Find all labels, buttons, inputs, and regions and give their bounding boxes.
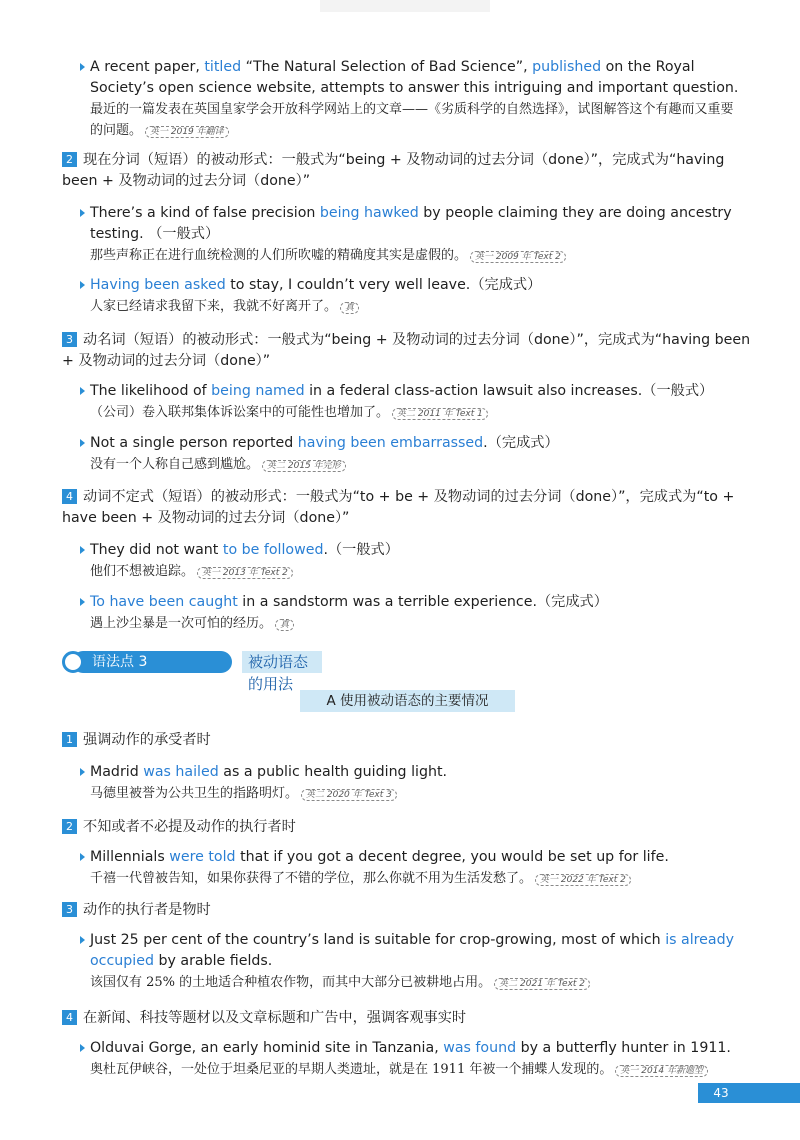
case-text: 在新闻、科技等题材以及文章标题和广告中，强调客观事实时 [83,1010,467,1026]
number-badge: 2 [62,152,77,167]
source-tag: 英一 2009 年 Text 2 [470,251,566,263]
source-tag: 英二 2015 年完形 [262,460,346,472]
source-tag: 英一 2019 年翻译 [145,126,229,138]
form-label: （一般式） [327,542,399,558]
example-8-chinese: 马德里被誉为公共卫生的指路明灯。 英二 2020 年 Text 3 [80,783,745,806]
example-6-english: They did not want to be followed.（一般式） [80,540,745,561]
example-3 [80,275,745,319]
page-number-bar [740,1083,800,1103]
highlight: Having been asked [90,277,226,293]
source-tag: 英一 2014 年新题型 [615,1065,708,1077]
highlight: were told [169,849,236,865]
form-label: （一般式） [148,226,220,242]
magnifier-icon [62,651,84,673]
rule-3 [62,330,752,372]
source-tag: 英二 2020 年 Text 3 [301,789,397,801]
highlight: was found [443,1040,517,1056]
example-10-chinese: 该国仅有 25% 的土地适合种植农作物，而其中大部分已被耕地占用。 英二 2021 年 Text 2 [80,972,745,995]
example-10-english: Just 25 per cent of the country’s land is suitable for crop-growing, most of which is already occupied by arable fields. [80,930,745,972]
highlight: titled [204,59,242,75]
example-9-english: Millennials were told that if you got a decent degree, you would be set up for life. [80,847,745,868]
example-3-chinese: 人家已经请求我留下来，我就不好离开了。 真 [80,296,745,319]
rule-text: 动名词（短语）的被动形式：一般式为“being + 及物动词的过去分词（done）”，完成式为“having been + 及物动词的过去分词（done）” [62,332,751,369]
example-11 [80,1038,745,1082]
case-3 [62,900,752,921]
scan-smudge [320,0,490,12]
rule-4 [62,487,752,529]
example-5-chinese: 没有一个人称自己感到尴尬。 英二 2015 年完形 [80,454,745,477]
source-tag: 真 [340,302,359,314]
example-6-chinese: 他们不想被追踪。 英一 2013 年 Text 2 [80,561,745,584]
case-1 [62,730,752,751]
case-text: 强调动作的承受者时 [83,732,211,748]
case-text: 动作的执行者是物时 [83,902,211,918]
highlight: published [532,59,602,75]
example-4-chinese: （公司）卷入联邦集体诉讼案中的可能性也增加了。 英二 2011 年 Text 1 [80,402,745,425]
source-tag: 真 [275,619,294,631]
example-1-english: A recent paper, titled “The Natural Selection of Bad Science”, published on the Royal Society’s open science website, attempts to answer this intriguing and important question. [80,57,745,99]
example-8-english: Madrid was hailed as a public health guiding light. [80,762,745,783]
highlight: being hawked [319,205,419,221]
example-5-english: Not a single person reported having been embarrassed.（完成式） [80,433,745,454]
case-2 [62,817,752,838]
highlight: was hailed [143,764,219,780]
example-7 [80,592,745,636]
page-number: 43 [698,1083,744,1103]
example-3-english: Having been asked to stay, I couldn’t very well leave.（完成式） [80,275,745,296]
example-10 [80,930,745,995]
example-9-chinese: 千禧一代曾被告知，如果你获得了不错的学位，那么你就不用为生活发愁了。 英一 2022 年 Text 2 [80,868,745,891]
example-7-english: To have been caught in a sandstorm was a terrible experience.（完成式） [80,592,745,613]
number-badge: 3 [62,332,77,347]
number-badge: 2 [62,819,77,834]
example-4 [80,381,745,425]
grammar-point-header [62,650,322,693]
source-tag: 英一 2022 年 Text 2 [535,874,631,886]
highlight: being named [211,383,305,399]
case-4 [62,1008,752,1029]
example-9 [80,847,745,891]
rule-2 [62,150,752,192]
source-tag: 英二 2011 年 Text 1 [392,408,488,420]
example-2-english: There’s a kind of false precision being hawked by people claiming they are doing ancestry testing. （一般式） [80,203,745,245]
example-1-chinese: 最近的一篇发表在英国皇家学会开放科学网站上的文章——《劣质科学的自然选择》，试图解答这个有趣而又重要的问题。 英一 2019 年翻译 [90,102,734,138]
form-label: （完成式） [487,435,559,451]
case-text: 不知或者不必提及动作的执行者时 [83,819,296,835]
example-11-chinese: 奥杜瓦伊峡谷，一处位于坦桑尼亚的早期人类遗址，就是在 1911 年被一个捕蝶人发现的。 英一 2014 年新题型 [80,1059,745,1082]
subsection-heading: A 使用被动语态的主要情况 [300,690,515,712]
number-badge: 3 [62,902,77,917]
form-label: （完成式） [536,594,608,610]
grammar-point-title: 被动语态的用法 [242,651,322,673]
example-1 [80,57,745,143]
highlight: is already occupied [90,932,735,969]
example-6 [80,540,745,584]
example-2-chinese: 那些声称正在进行血统检测的人们所吹嘘的精确度其实是虚假的。 英一 2009 年 Text 2 [80,245,745,268]
rule-text: 现在分词（短语）的被动形式：一般式为“being + 及物动词的过去分词（done）”，完成式为“having been + 及物动词的过去分词（done）” [62,152,725,189]
source-tag: 英一 2013 年 Text 2 [197,567,293,579]
example-5 [80,433,745,477]
highlight: To have been caught [90,594,238,610]
highlight: having been embarrassed [297,435,484,451]
highlight: to be followed [222,542,324,558]
grammar-point-label: 语法点 3 [72,651,232,673]
example-7-chinese: 遇上沙尘暴是一次可怕的经历。 真 [80,613,745,636]
example-8 [80,762,745,806]
example-11-english: Olduvai Gorge, an early hominid site in Tanzania, was found by a butterfly hunter in 1911. [80,1038,745,1059]
example-2 [80,203,745,268]
number-badge: 4 [62,1010,77,1025]
source-tag: 英二 2021 年 Text 2 [494,978,590,990]
form-label: （完成式） [470,277,542,293]
number-badge: 1 [62,732,77,747]
number-badge: 4 [62,489,77,504]
rule-text: 动词不定式（短语）的被动形式：一般式为“to + be + 及物动词的过去分词（done）”，完成式为“to + have been + 及物动词的过去分词（done）” [62,489,735,526]
form-label: （一般式） [642,383,714,399]
example-4-english: The likelihood of being named in a federal class-action lawsuit also increases.（一般式） [80,381,745,402]
